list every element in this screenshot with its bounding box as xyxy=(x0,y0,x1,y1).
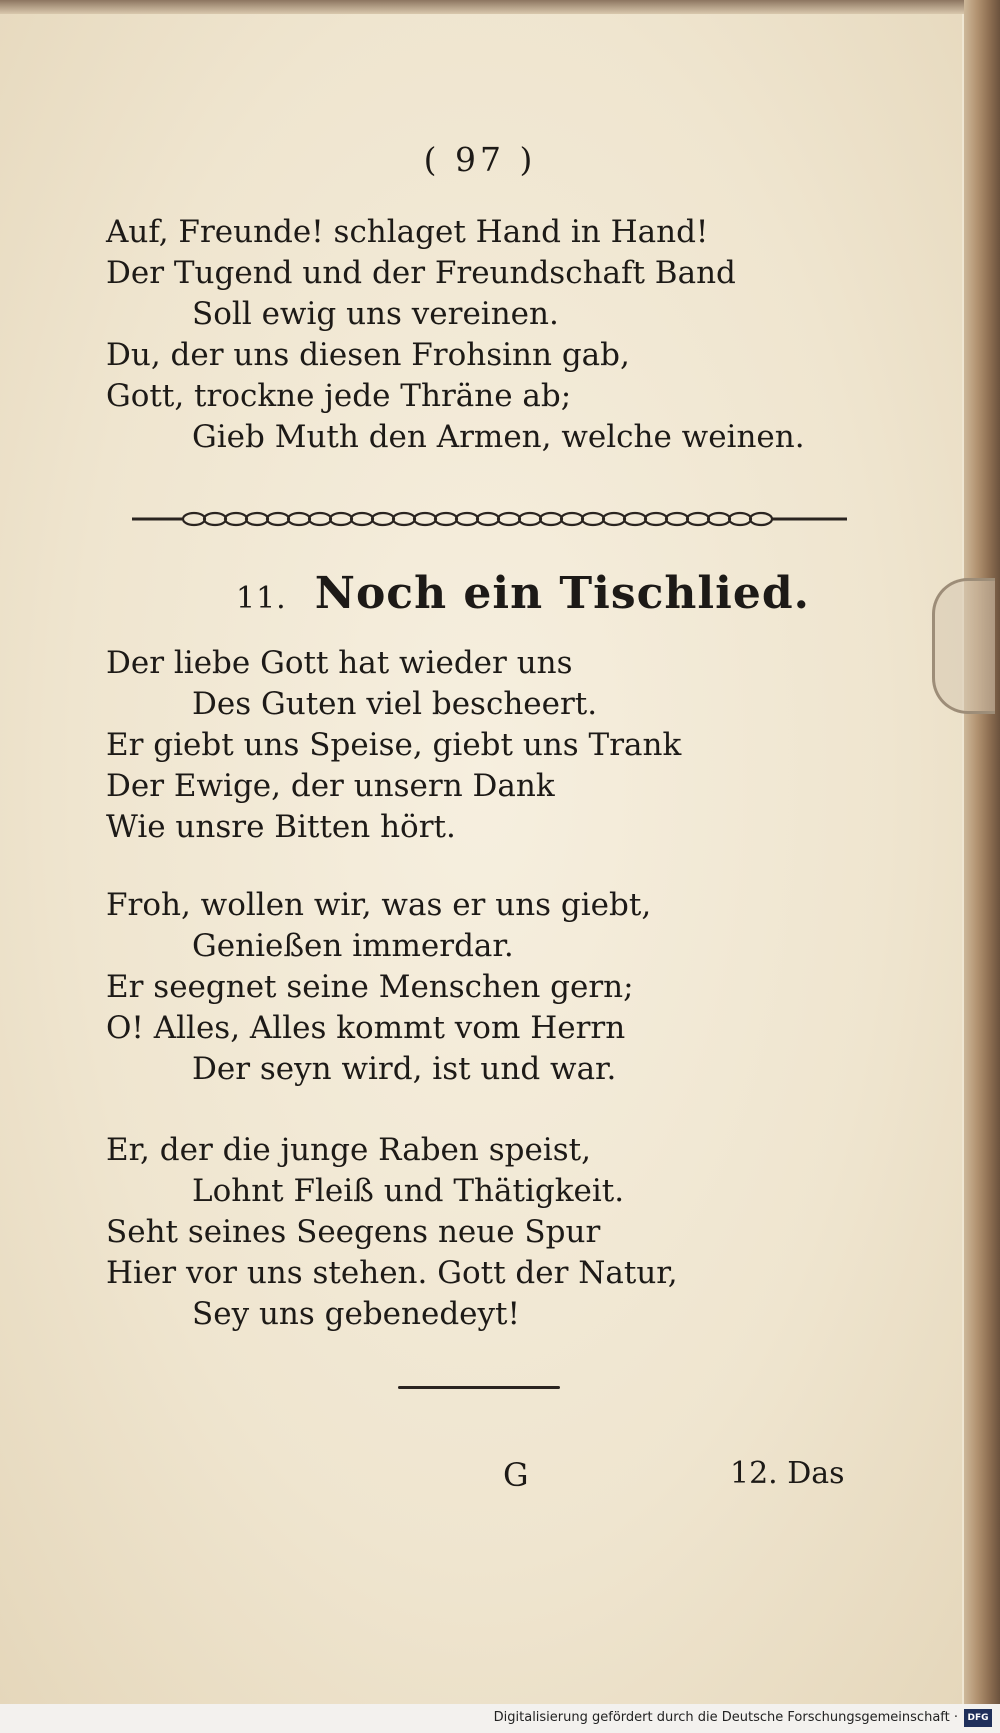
verse-line: Er seegnet seine Menschen gern; xyxy=(106,969,634,1005)
ornament-link xyxy=(582,513,604,525)
footer-credit: Digitalisierung gefördert durch die Deutsche Forschungsgemeinschaft · xyxy=(493,1710,958,1725)
verse-line: Der Tugend und der Freundschaft Band xyxy=(106,255,736,291)
ornament-link xyxy=(372,513,394,525)
verse-line: Des Guten viel bescheert. xyxy=(192,686,598,722)
ornament-link xyxy=(351,513,373,525)
verse-line: Er giebt uns Speise, giebt uns Trank xyxy=(106,727,682,763)
signature-mark: G xyxy=(503,1456,529,1494)
ornament-link xyxy=(687,513,709,525)
verse-line: O! Alles, Alles kommt vom Herrn xyxy=(106,1010,626,1046)
dfg-logo: DFG xyxy=(964,1709,992,1727)
stanza-4 xyxy=(106,1130,678,1335)
ornament-link xyxy=(435,513,457,525)
verse-line: Du, der uns diesen Frohsinn gab, xyxy=(106,337,630,373)
ornament-link xyxy=(456,513,478,525)
ornament-link xyxy=(183,513,205,525)
book-fore-edge xyxy=(964,0,1000,1733)
book-top-edge xyxy=(0,0,1000,14)
verse-line: Er, der die junge Raben speist, xyxy=(106,1132,591,1168)
song-title xyxy=(236,568,810,619)
verse-line: Sey uns gebenedeyt! xyxy=(192,1296,520,1332)
verse-line: Hier vor uns stehen. Gott der Natur, xyxy=(106,1255,678,1291)
page-tab-marker xyxy=(932,578,995,714)
verse-line: Der liebe Gott hat wieder uns xyxy=(106,645,573,681)
footer-bar xyxy=(0,1704,1000,1733)
verse-line: Gieb Muth den Armen, welche weinen. xyxy=(192,419,805,455)
ornament-link xyxy=(540,513,562,525)
ornament-link xyxy=(708,513,730,525)
ornament-link xyxy=(288,513,310,525)
verse-line: Der seyn wird, ist und war. xyxy=(192,1051,617,1087)
ornamental-divider xyxy=(132,508,852,530)
song-title-text: Noch ein Tischlied. xyxy=(314,568,810,619)
ornament-link xyxy=(666,513,688,525)
ornament-link xyxy=(624,513,646,525)
song-number: 11. xyxy=(236,581,287,616)
ornament-link xyxy=(267,513,289,525)
verse-line: Soll ewig uns vereinen. xyxy=(192,296,559,332)
end-rule xyxy=(398,1386,560,1389)
catchword: 12. Das xyxy=(730,1456,845,1491)
verse-line: Der Ewige, der unsern Dank xyxy=(106,768,555,804)
ornament-link xyxy=(330,513,352,525)
verse-line: Seht seines Seegens neue Spur xyxy=(106,1214,601,1250)
verse-line: Gott, trockne jede Thräne ab; xyxy=(106,378,572,414)
ornament-link xyxy=(750,513,772,525)
stanza-2 xyxy=(106,643,681,848)
ornament-link xyxy=(204,513,226,525)
stanza-1 xyxy=(106,212,805,458)
ornament-link xyxy=(246,513,268,525)
verse-line: Genießen immerdar. xyxy=(192,928,514,964)
stanza-3 xyxy=(106,885,651,1090)
verse-line: Froh, wollen wir, was er uns giebt, xyxy=(106,887,652,923)
verse-line: Lohnt Fleiß und Thätigkeit. xyxy=(192,1173,625,1209)
ornament-link xyxy=(225,513,247,525)
ornament-link xyxy=(498,513,520,525)
ornament-link xyxy=(645,513,667,525)
page-number: ( 97 ) xyxy=(423,140,537,179)
ornament-link xyxy=(519,513,541,525)
verse-line: Auf, Freunde! schlaget Hand in Hand! xyxy=(106,214,709,250)
ornament-link xyxy=(477,513,499,525)
ornament-link xyxy=(561,513,583,525)
ornament-link xyxy=(414,513,436,525)
verse-line: Wie unsre Bitten hört. xyxy=(106,809,456,845)
ornament-link xyxy=(729,513,751,525)
ornament-link xyxy=(309,513,331,525)
ornament-link xyxy=(393,513,415,525)
ornament-link xyxy=(603,513,625,525)
